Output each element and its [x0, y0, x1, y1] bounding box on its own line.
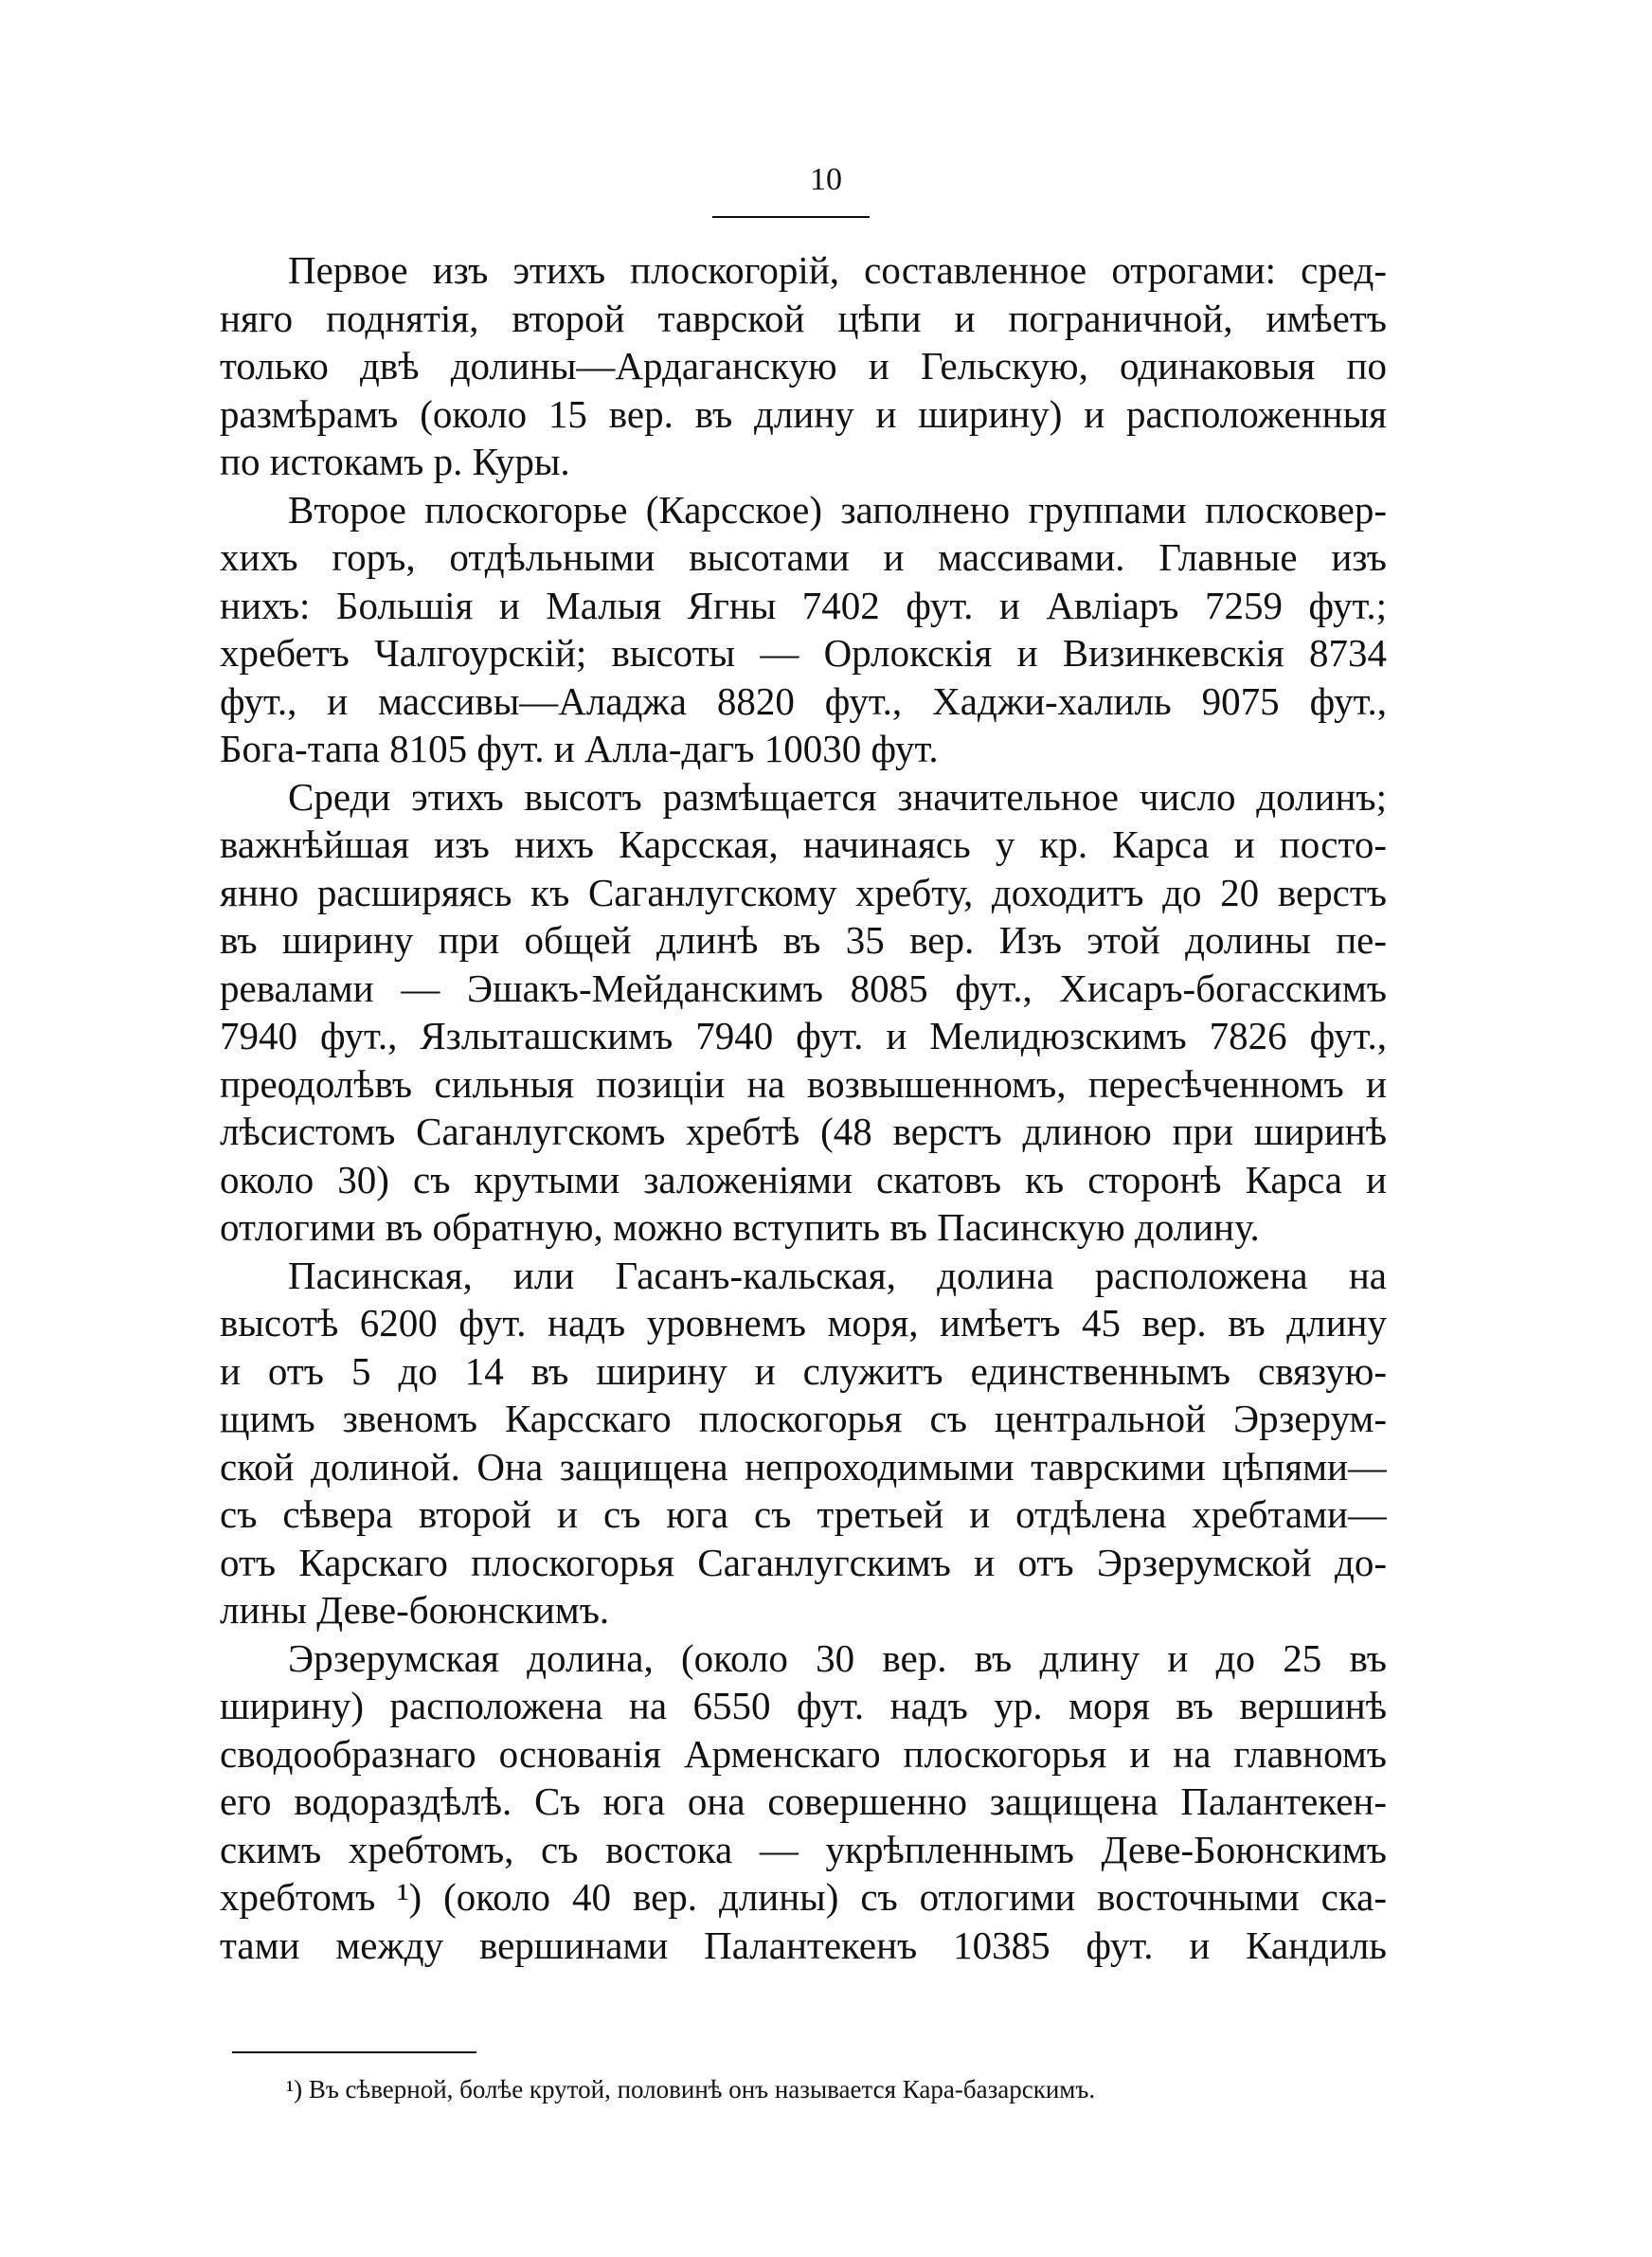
- text-line: щимъ звеномъ Карсскаго плоскогорья съ центральной Эрзерум-: [220, 1397, 1387, 1440]
- page-number-rule: [712, 216, 870, 218]
- footnote: ¹) Въ сѣверной, болѣе крутой, половинѣ онъ называется Кара-базарскимъ.: [286, 2075, 1096, 2104]
- text-line: высотѣ 6200 фут. надъ уровнемъ моря, имѣетъ 45 вер. въ длину: [220, 1301, 1387, 1345]
- text-line: тами между вершинами Палантекенъ 10385 фут. и Кандиль: [220, 1923, 1387, 1967]
- text-line: хребетъ Чалгоурскій; высоты — Орлокскія и Визинкевскія 8734: [220, 631, 1387, 675]
- text-line: фут., и массивы—Аладжа 8820 фут., Хаджи-халиль 9075 фут.,: [220, 678, 1387, 723]
- text-line: отъ Карскаго плоскогорья Саганлугскимъ и отъ Эрзерумской до-: [220, 1540, 1387, 1584]
- text-line: важнѣйшая изъ нихъ Карсская, начинаясь у кр. Карса и посто-: [220, 822, 1387, 866]
- text-line: 7940 фут., Язлыташскимъ 7940 фут. и Мелидюзскимъ 7826 фут.,: [220, 1014, 1387, 1057]
- text-line: нихъ: Большія и Малыя Ягны 7402 фут. и Авліаръ 7259 фут.;: [220, 583, 1387, 627]
- text-line: размѣрамъ (около 15 вер. въ длину и ширину) и расположенныя: [220, 391, 1387, 436]
- text-line: сводообразнаго основанія Арменскаго плоскогорья и на главномъ: [220, 1731, 1387, 1776]
- text-line: лины Деве-боюнскимъ.: [220, 1588, 610, 1632]
- text-line: лѣсистомъ Саганлугскомъ хребтѣ (48 верстъ длиною при ширинѣ: [220, 1110, 1387, 1153]
- text-line: няго поднятія, второй таврской цѣпи и пограничной, имѣетъ: [220, 296, 1387, 340]
- text-line: его водораздѣлѣ. Съ юга она совершенно защищена Палантекен-: [220, 1779, 1387, 1823]
- text-line: отлогими въ обратную, можно вступить въ Пасинскую долину.: [220, 1205, 1260, 1249]
- text-line: Среди этихъ высотъ размѣщается значительное число долинъ;: [288, 774, 1387, 819]
- text-line: ширину) расположена на 6550 фут. надъ ур. моря въ вершинѣ: [220, 1684, 1387, 1727]
- paragraph-4: [220, 1252, 1387, 1634]
- text-line: хихъ горъ, отдѣльными высотами и массивами. Главные изъ: [220, 535, 1387, 579]
- text-line: янно расширяясь къ Саганлугскому хребту, доходитъ до 20 верстъ: [220, 870, 1387, 914]
- text-line: хребтомъ ¹) (около 40 вер. длины) съ отлогими восточными ска-: [220, 1875, 1387, 1919]
- text-line: ревалами — Эшакъ-Мейданскимъ 8085 фут., Хисаръ-богасскимъ: [220, 966, 1387, 1010]
- footnote-rule: [232, 2051, 476, 2053]
- text-line: только двѣ долины—Ардаганскую и Гельскую, одинаковыя по: [220, 344, 1387, 388]
- text-line: въ ширину при общей длинѣ въ 35 вер. Изъ этой долины пе-: [220, 918, 1387, 962]
- text-line: Первое изъ этихъ плоскогорій, составленное отрогами: сред-: [288, 248, 1387, 292]
- paragraph-5: [220, 1634, 1387, 1970]
- paragraph-3: [220, 773, 1387, 1252]
- paragraph-2: [220, 486, 1387, 773]
- text-line: по истокамъ р. Куры.: [220, 440, 570, 483]
- text-line: преодолѣвъ сильныя позиціи на возвышенномъ, пересѣченномъ и: [220, 1061, 1387, 1106]
- text-line: около 30) съ крутыми заложеніями скатовъ къ сторонѣ Карса и: [220, 1157, 1387, 1201]
- page-number: 10: [810, 162, 842, 197]
- text-line: ской долиной. Она защищена непроходимыми таврскими цѣпями—: [220, 1444, 1387, 1489]
- text-line: Второе плоскогорье (Карсское) заполнено группами плосковер-: [288, 487, 1387, 532]
- body-text: [220, 246, 1387, 1969]
- text-line: скимъ хребтомъ, съ востока — укрѣпленнымъ Деве-Боюнскимъ: [220, 1827, 1387, 1871]
- text-line: съ сѣвера второй и съ юга съ третьей и отдѣлена хребтами—: [220, 1492, 1387, 1536]
- paragraph-1: [220, 246, 1387, 486]
- text-line: Бога-тапа 8105 фут. и Алла-дагъ 10030 фут.: [220, 727, 939, 770]
- text-line: Эрзерумская долина, (около 30 вер. въ длину и до 25 въ: [288, 1635, 1387, 1680]
- text-line: и отъ 5 до 14 въ ширину и служитъ единственнымъ связую-: [220, 1348, 1387, 1393]
- text-line: Пасинская, или Гасанъ-кальская, долина расположена на: [288, 1253, 1387, 1297]
